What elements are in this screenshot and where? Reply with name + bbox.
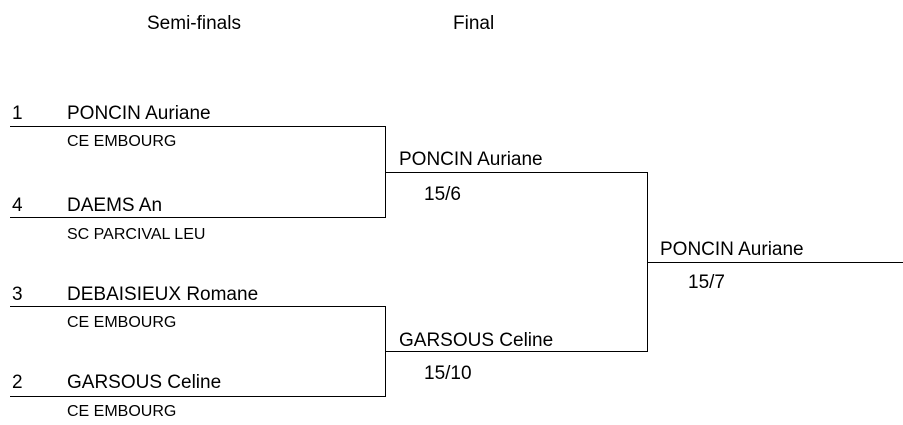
seed-number: 1 xyxy=(12,103,23,124)
fencer-name: GARSOUS Celine xyxy=(399,330,554,351)
bracket-line xyxy=(10,396,385,397)
club-name: CE EMBOURG xyxy=(67,314,177,331)
match-score: 15/10 xyxy=(424,363,472,384)
bracket-line xyxy=(385,172,647,173)
bracket-line xyxy=(10,217,385,218)
fencer-name: PONCIN Auriane xyxy=(399,149,543,170)
bracket-line xyxy=(10,126,385,127)
bracket-line xyxy=(10,306,385,307)
bracket-line xyxy=(385,351,647,352)
club-name: SC PARCIVAL LEU xyxy=(67,226,206,243)
club-name: CE EMBOURG xyxy=(67,403,177,420)
round-header-final: Final xyxy=(453,13,495,34)
match-score: 15/7 xyxy=(688,272,725,293)
club-name: CE EMBOURG xyxy=(67,133,177,150)
winner-name: PONCIN Auriane xyxy=(660,239,804,260)
round-header-semifinals: Semi-finals xyxy=(147,13,241,34)
seed-number: 3 xyxy=(12,284,23,305)
fencer-name: GARSOUS Celine xyxy=(67,372,222,393)
match-score: 15/6 xyxy=(424,184,461,205)
seed-number: 2 xyxy=(12,372,23,393)
fencer-name: PONCIN Auriane xyxy=(67,103,211,124)
fencer-name: DEBAISIEUX Romane xyxy=(67,284,259,305)
fencer-name: DAEMS An xyxy=(67,195,163,216)
seed-number: 4 xyxy=(12,195,23,216)
bracket-line xyxy=(647,262,903,263)
